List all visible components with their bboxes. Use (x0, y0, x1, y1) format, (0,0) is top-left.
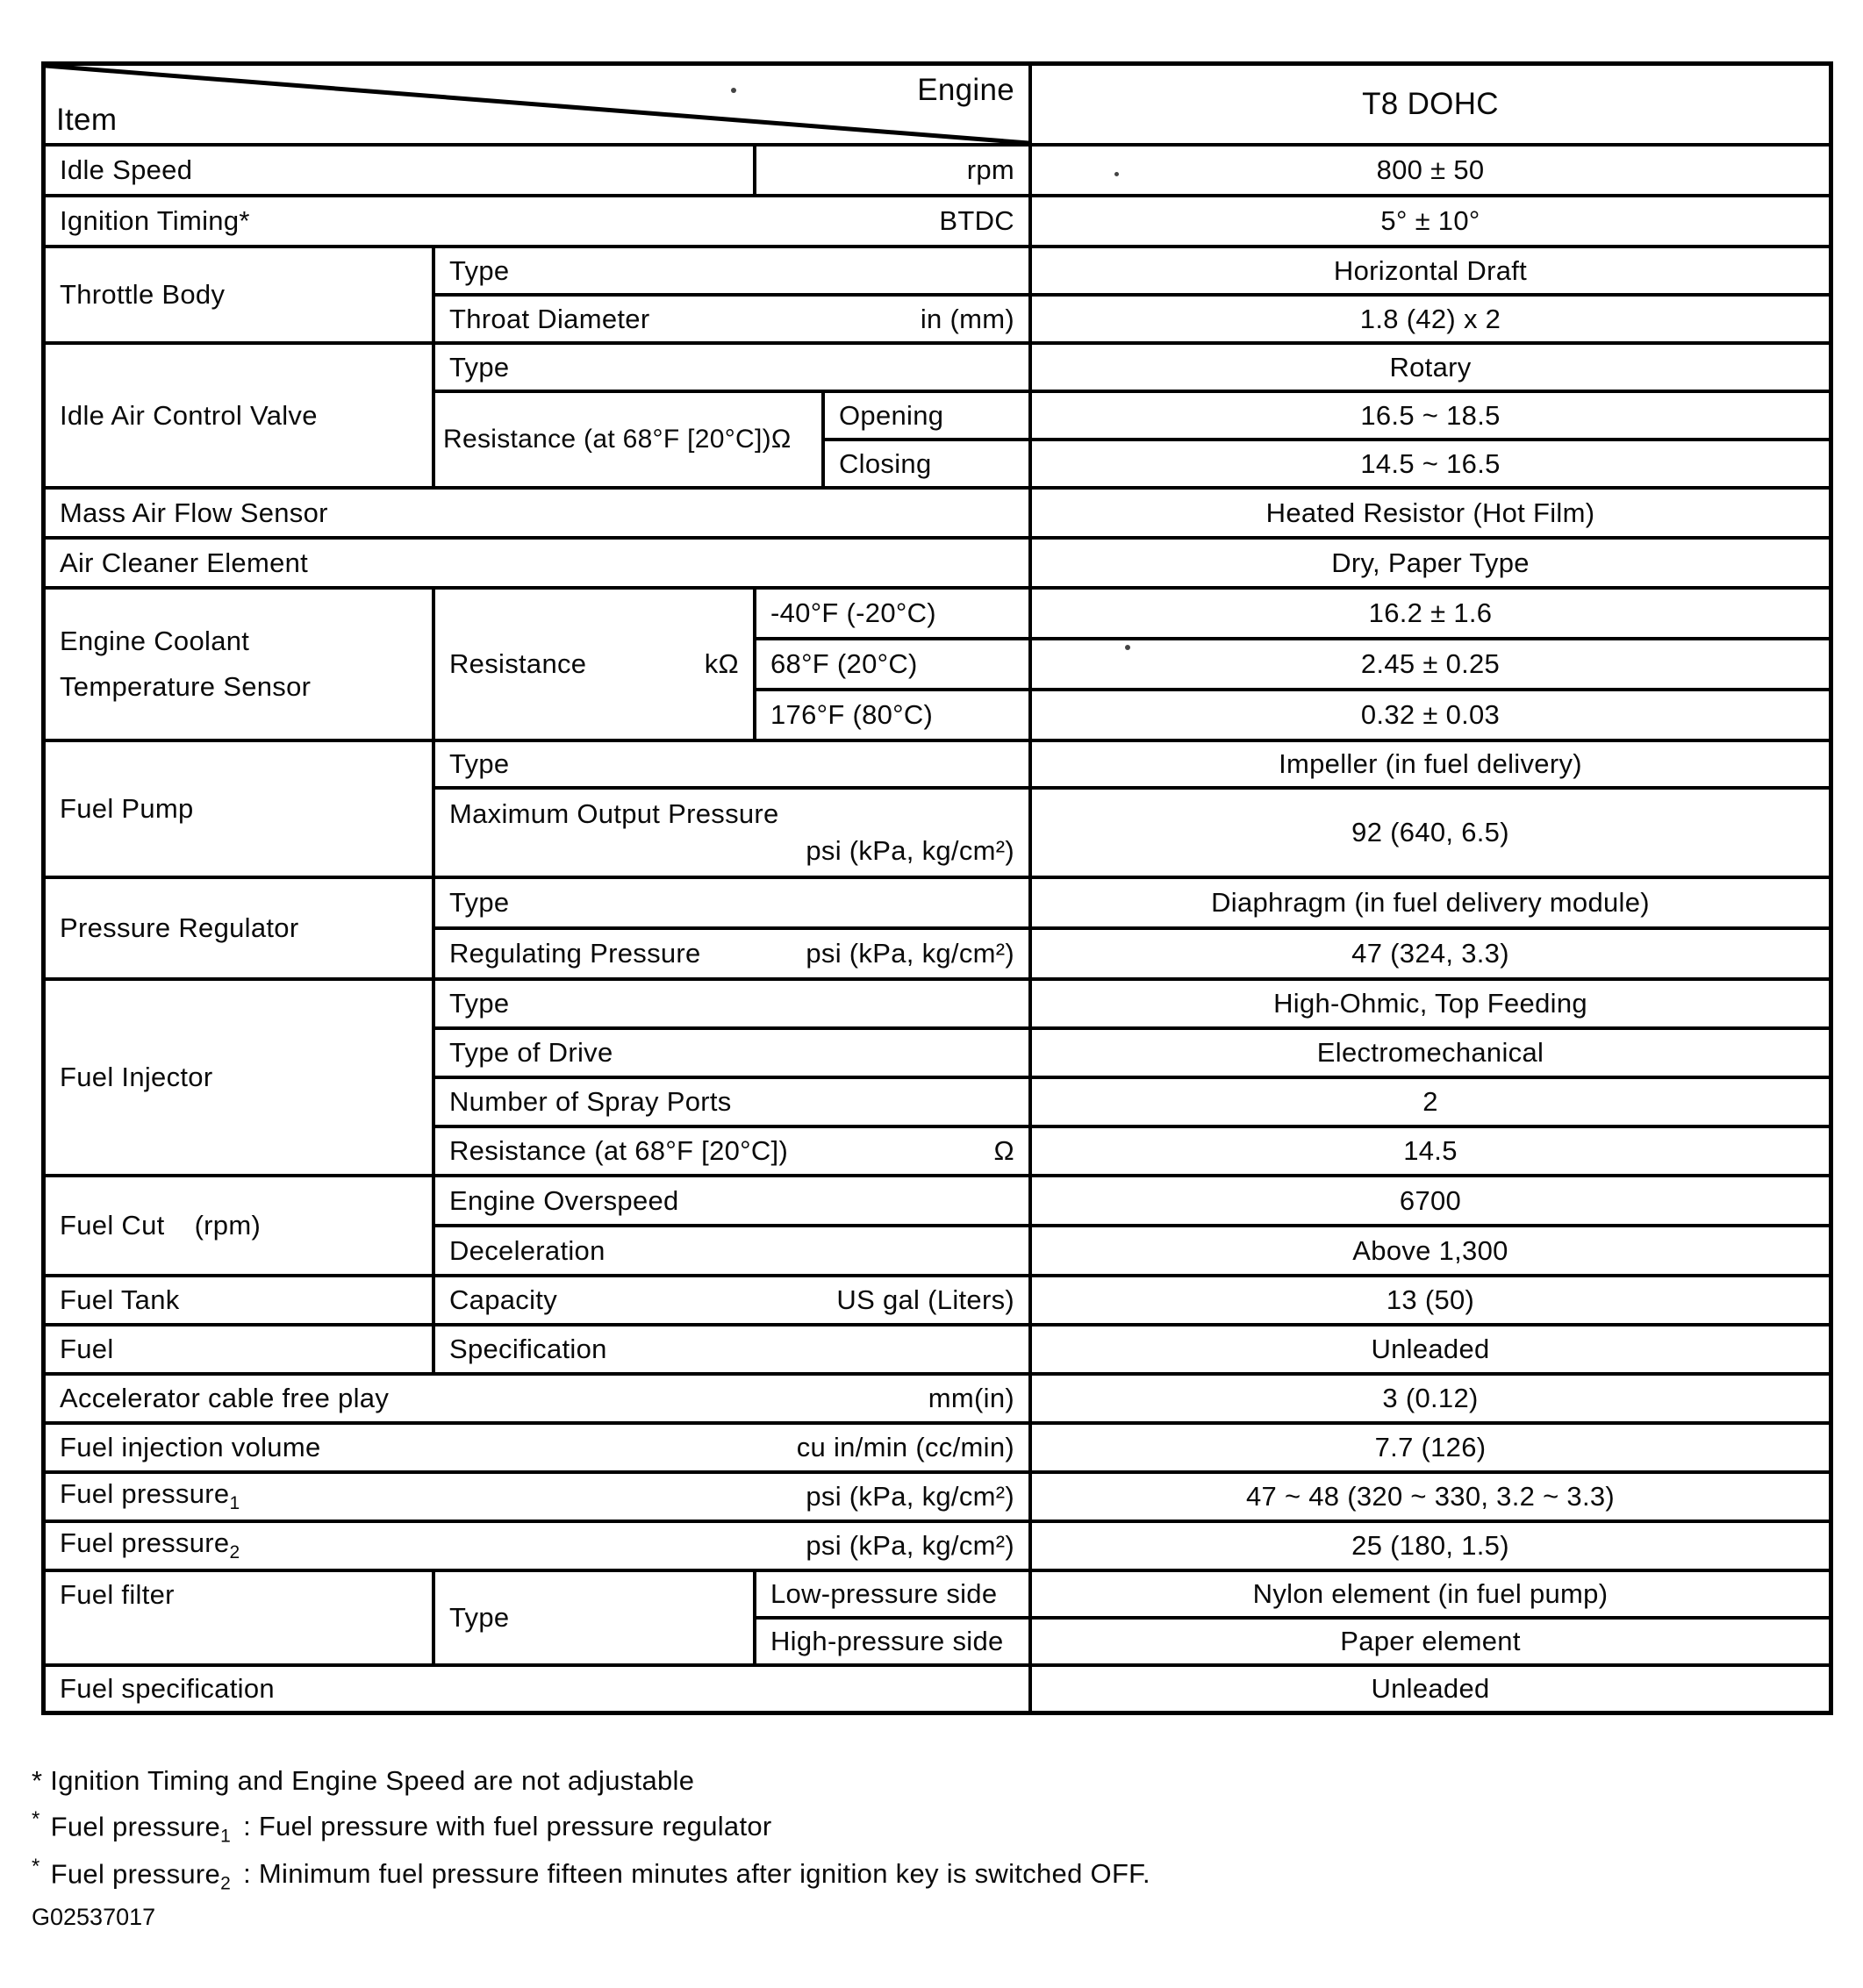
ect-temp3-value: 0.32 ± 0.03 (1032, 691, 1829, 739)
fuel-injector-label: Fuel Injector (46, 981, 432, 1174)
fuel-pressure1-unit: psi (kPa, kg/cm²) (806, 1481, 1014, 1512)
iacv-type-value: Rotary (1032, 345, 1829, 390)
ect-temp2-value: 2.45 ± 0.25 (1032, 640, 1829, 688)
fuel-filter-type-label: Type (435, 1572, 753, 1663)
item-engine-header-cell (46, 66, 1028, 143)
fuel-injection-volume-unit: cu in/min (cc/min) (796, 1432, 1014, 1462)
fuel-injector-spray-label: Number of Spray Ports (435, 1079, 1028, 1125)
regulating-pressure-label: Regulating Pressure (449, 938, 701, 969)
deceleration-value: Above 1,300 (1032, 1227, 1829, 1274)
idle-speed-value: 800 ± 50 (1032, 147, 1829, 194)
footnote2-text: : Fuel pressure with fuel pressure regulator (243, 1811, 772, 1842)
pressure-regulator-type-label: Type (435, 879, 1028, 926)
fuel-injector-resistance-unit: Ω (993, 1135, 1014, 1166)
fuel-specification-label: Fuel specification (46, 1667, 1028, 1711)
engine-spec-table (41, 61, 1833, 1715)
capacity-label: Capacity (449, 1284, 558, 1315)
regulating-pressure-value: 47 (324, 3.3) (1032, 930, 1829, 977)
ect-temp1-label: -40°F (-20°C) (756, 590, 1028, 637)
fuel-spec-value: Unleaded (1032, 1327, 1829, 1372)
regulating-pressure-unit: psi (kPa, kg/cm²) (806, 938, 1014, 969)
iacv-closing-value: 14.5 ~ 16.5 (1032, 441, 1829, 486)
fuel-injector-resistance-value: 14.5 (1032, 1128, 1829, 1174)
fuel-specification-value: Unleaded (1032, 1667, 1829, 1711)
accelerator-cable-value: 3 (0.12) (1032, 1376, 1829, 1421)
fuel-pressure1-row (46, 1474, 1028, 1520)
footnote2-label: Fuel pressure (50, 1811, 221, 1842)
capacity-unit: US gal (Liters) (836, 1284, 1014, 1315)
item-header-label: Item (56, 103, 118, 137)
air-cleaner-label: Air Cleaner Element (46, 540, 1028, 586)
fuel-injection-volume-value: 7.7 (126) (1032, 1425, 1829, 1470)
idle-speed-label: Idle Speed (46, 147, 753, 194)
ignition-timing-unit: BTDC (939, 205, 1014, 236)
high-pressure-side-value: Paper element (1032, 1620, 1829, 1663)
iacv-label: Idle Air Control Valve (46, 345, 432, 486)
maf-sensor-value: Heated Resistor (Hot Film) (1032, 490, 1829, 536)
fuel-label: Fuel (46, 1327, 432, 1372)
fuel-injector-drive-value: Electromechanical (1032, 1030, 1829, 1076)
iacv-opening-value: 16.5 ~ 18.5 (1032, 393, 1829, 438)
accelerator-cable-row (46, 1376, 1028, 1421)
iacv-resistance-label: Resistance (at 68°F [20°C])Ω (435, 393, 821, 486)
fuel-pressure2-unit: psi (kPa, kg/cm²) (806, 1530, 1014, 1561)
fuel-cut-unit: (rpm) (194, 1210, 262, 1241)
fuel-pump-max-output-cell (435, 790, 1028, 876)
high-pressure-side-label: High-pressure side (756, 1620, 1028, 1663)
fuel-pump-label: Fuel Pump (46, 742, 432, 876)
throat-diameter-label: Throat Diameter (449, 303, 650, 334)
engine-overspeed-value: 6700 (1032, 1177, 1829, 1224)
ect-label-line1: Engine Coolant (60, 626, 250, 656)
asterisk-icon: * (32, 1807, 40, 1831)
fuel-tank-capacity-value: 13 (50) (1032, 1277, 1829, 1323)
regulating-pressure-row (435, 930, 1028, 977)
footnote-fuel-pressure1 (32, 1807, 772, 1848)
fuel-pressure2-value: 25 (180, 1.5) (1032, 1523, 1829, 1569)
low-pressure-side-label: Low-pressure side (756, 1572, 1028, 1616)
throttle-body-label: Throttle Body (46, 248, 432, 341)
idle-speed-unit: rpm (756, 147, 1028, 194)
ect-sensor-label (46, 590, 432, 739)
footnote3-subscript: 2 (220, 1873, 232, 1894)
fuel-tank-label: Fuel Tank (46, 1277, 432, 1323)
figure-code: G02537017 (32, 1904, 156, 1930)
scan-speckle (1114, 172, 1119, 176)
fuel-injection-volume-row (46, 1425, 1028, 1470)
fuel-injector-drive-label: Type of Drive (435, 1030, 1028, 1076)
accelerator-cable-label: Accelerator cable free play (60, 1383, 390, 1413)
ect-temp1-value: 16.2 ± 1.6 (1032, 590, 1829, 637)
fuel-pump-type-label: Type (435, 742, 1028, 786)
fuel-cut-label: Fuel Cut (60, 1210, 165, 1241)
engine-model-header: T8 DOHC (1032, 66, 1829, 143)
pressure-regulator-type-value: Diaphragm (in fuel delivery module) (1032, 879, 1829, 926)
fuel-injector-type-label: Type (435, 981, 1028, 1026)
fuel-injector-spray-value: 2 (1032, 1079, 1829, 1125)
fuel-filter-label: Fuel filter (46, 1572, 432, 1663)
diagonal-divider-line (46, 66, 1028, 143)
throttle-type-value: Horizontal Draft (1032, 248, 1829, 293)
fuel-pressure2-row (46, 1523, 1028, 1569)
footnote-fuel-pressure2 (32, 1855, 1150, 1895)
fuel-tank-capacity-row (435, 1277, 1028, 1323)
ignition-timing-label: Ignition Timing* (60, 205, 250, 236)
ignition-timing-value: 5° ± 10° (1032, 197, 1829, 245)
fuel-injector-resistance-row (435, 1128, 1028, 1174)
low-pressure-side-value: Nylon element (in fuel pump) (1032, 1572, 1829, 1616)
accelerator-cable-unit: mm(in) (928, 1383, 1014, 1413)
ect-resistance-label: Resistance (449, 648, 587, 679)
asterisk-icon: * (32, 1855, 40, 1878)
iacv-closing-label: Closing (825, 441, 1028, 486)
throttle-type-label: Type (435, 248, 1028, 293)
ignition-timing-row (46, 197, 1028, 245)
subscript-1: 1 (229, 1493, 240, 1514)
throttle-throat-row (435, 297, 1028, 341)
fuel-pump-max-output-value: 92 (640, 6.5) (1032, 790, 1829, 876)
engine-overspeed-label: Engine Overspeed (435, 1177, 1028, 1224)
fuel-pressure2-label: Fuel pressure$_2$ (60, 1527, 240, 1563)
ect-resistance-unit: kΩ (704, 648, 739, 679)
maf-sensor-label: Mass Air Flow Sensor (46, 490, 1028, 536)
fuel-cut-label-cell (46, 1177, 432, 1274)
fuel-injector-type-value: High-Ohmic, Top Feeding (1032, 981, 1829, 1026)
footnote3-label: Fuel pressure (50, 1858, 221, 1890)
pressure-regulator-label: Pressure Regulator (46, 879, 432, 977)
fuel-injection-volume-label: Fuel injection volume (60, 1432, 321, 1462)
fuel-spec-label: Specification (435, 1327, 1028, 1372)
fuel-pump-type-value: Impeller (in fuel delivery) (1032, 742, 1829, 786)
iacv-type-label: Type (435, 345, 1028, 390)
throat-diameter-unit: in (mm) (920, 303, 1014, 334)
ect-temp3-label: 176°F (80°C) (756, 691, 1028, 739)
max-output-pressure-unit: psi (kPa, kg/cm²) (806, 835, 1014, 866)
ect-label-line2: Temperature Sensor (60, 671, 312, 702)
fuel-pressure1-value: 47 ~ 48 (320 ~ 330, 3.2 ~ 3.3) (1032, 1474, 1829, 1520)
fuel-pressure1-label: Fuel pressure$_1$ (60, 1478, 240, 1514)
scan-speckle (731, 88, 736, 93)
deceleration-label: Deceleration (435, 1227, 1028, 1274)
fuel-injector-resistance-label: Resistance (at 68°F [20°C]) (449, 1135, 789, 1166)
footnote2-subscript: 1 (220, 1826, 232, 1847)
engine-header-label: Engine (917, 73, 1014, 107)
scan-speckle (1125, 645, 1130, 650)
throttle-throat-value: 1.8 (42) x 2 (1032, 297, 1829, 341)
footnote-ignition-timing: * Ignition Timing and Engine Speed are not adjustable (32, 1765, 695, 1796)
subscript-2: 2 (229, 1542, 240, 1563)
ect-resistance-cell (435, 590, 753, 739)
footnote3-text: : Minimum fuel pressure fifteen minutes after ignition key is switched OFF. (243, 1858, 1150, 1890)
air-cleaner-value: Dry, Paper Type (1032, 540, 1829, 586)
ect-temp2-label: 68°F (20°C) (756, 640, 1028, 688)
max-output-pressure-label: Maximum Output Pressure (449, 798, 779, 829)
iacv-opening-label: Opening (825, 393, 1028, 438)
